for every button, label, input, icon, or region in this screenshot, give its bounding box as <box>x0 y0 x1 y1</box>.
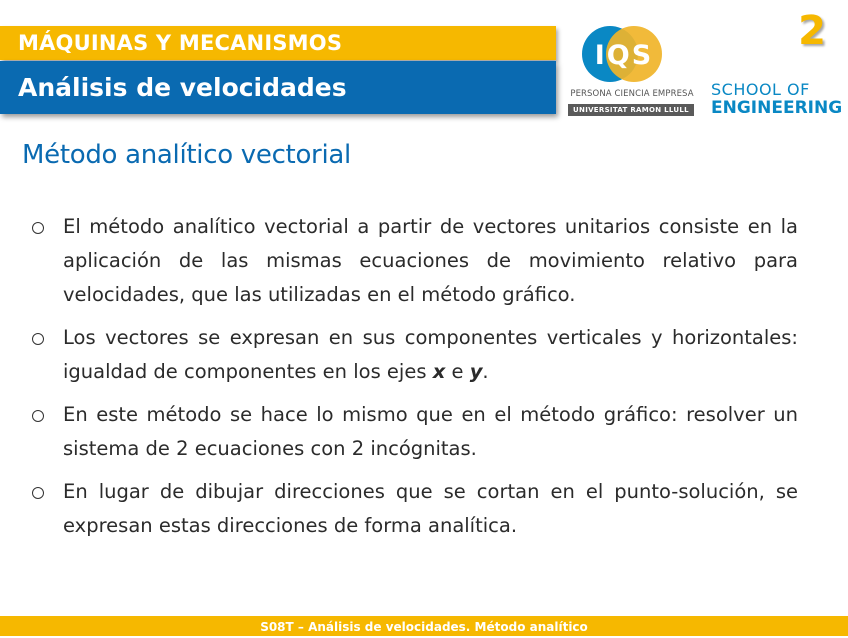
bullet-text: El método analítico vectorial a partir de vectores unitarios consiste en la aplicación de las mismas ecuaciones de movimiento relativo para velocidades, que las utilizadas en el método gráfico. <box>63 215 798 306</box>
page-number: 2 <box>798 8 826 54</box>
bullet-circle-icon <box>32 333 44 345</box>
bullet-text-end: . <box>482 360 489 383</box>
bullet-circle-icon <box>32 487 44 499</box>
school-line-2: ENGINEERING <box>711 98 843 118</box>
topic-title-band <box>0 61 556 114</box>
logo-letters: IQS <box>594 40 654 71</box>
variable-y: y <box>469 360 483 383</box>
school-of-engineering <box>711 80 842 118</box>
variable-x: x <box>432 360 446 383</box>
iqs-logo-mark <box>562 22 702 88</box>
topic-title: Análisis de velocidades <box>18 73 347 102</box>
bullet-circle-icon <box>32 222 44 234</box>
bullet-list <box>32 210 798 552</box>
bullet-item <box>32 210 798 312</box>
bullet-text: En este método se hace lo mismo que en el método gráfico: resolver un sistema de 2 ecuaciones con 2 incógnitas. <box>63 403 798 460</box>
logo-caption: PERSONA CIENCIA EMPRESA <box>570 89 694 99</box>
bullet-item <box>32 398 798 466</box>
section-title: Método analítico vectorial <box>22 140 351 170</box>
footer-text: S08T – Análisis de velocidades. Método analítico <box>260 620 588 634</box>
course-title: MÁQUINAS Y MECANISMOS <box>18 31 343 55</box>
logo-university: UNIVERSITAT RAMON LLULL <box>568 104 694 116</box>
bullet-text: Los vectores se expresan en sus componentes verticales y horizontales: igualdad de componentes en los ejes <box>63 326 798 383</box>
bullet-text-conjunction: e <box>445 360 470 383</box>
footer-bar <box>0 616 848 636</box>
iqs-logo <box>562 22 702 120</box>
bullet-item <box>32 475 798 543</box>
course-title-band <box>0 26 556 60</box>
bullet-item <box>32 321 798 389</box>
school-line-1: SCHOOL OF <box>711 80 810 99</box>
bullet-circle-icon <box>32 410 44 422</box>
bullet-text: En lugar de dibujar direcciones que se cortan en el punto-solución, se expresan estas direcciones de forma analítica. <box>63 480 798 537</box>
